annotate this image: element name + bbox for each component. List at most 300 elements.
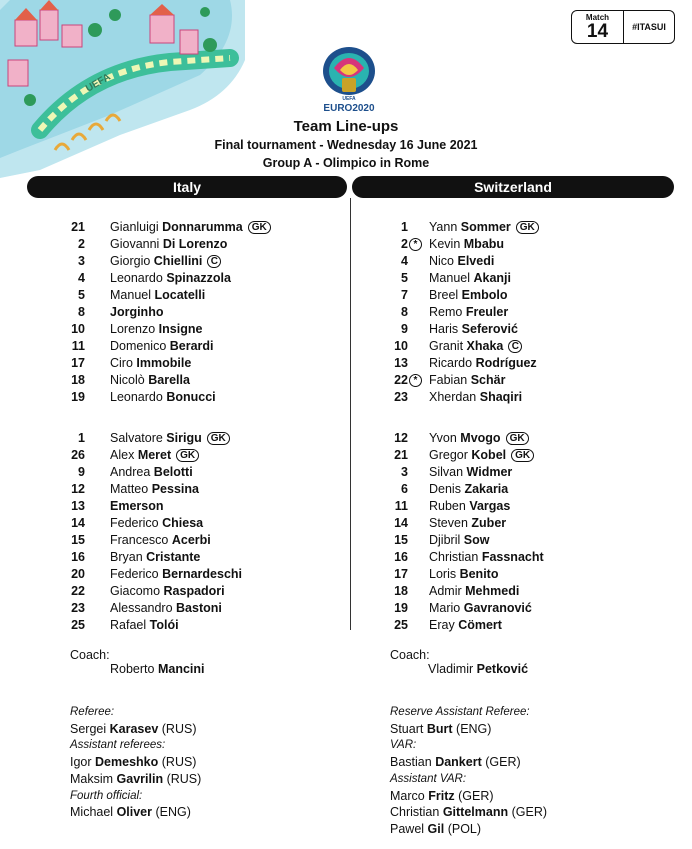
- shirt-number: 6: [401, 482, 408, 496]
- player-name: [110, 566, 242, 583]
- player-row: [389, 515, 679, 532]
- goalkeeper-badge: GK: [207, 432, 230, 445]
- decorative-city-artwork: [0, 0, 260, 180]
- official-first-name: Michael: [70, 805, 114, 820]
- player-row: [389, 304, 679, 321]
- official-last-name: Gil: [427, 821, 445, 836]
- player-last-name: Sirigu: [166, 431, 202, 445]
- player-last-name: Raspadori: [163, 584, 225, 598]
- player-name: [429, 270, 511, 287]
- officials-left: [70, 704, 201, 821]
- player-first-name: Leonardo: [110, 390, 163, 404]
- player-last-name: Schär: [470, 373, 506, 387]
- official-role: Assistant VAR:: [390, 772, 467, 785]
- player-last-name: Gavranović: [463, 601, 532, 615]
- player-name: [110, 236, 227, 253]
- player-first-name: Domenico: [110, 339, 167, 353]
- player-last-name: Benito: [459, 567, 499, 581]
- shirt-number: 8: [401, 305, 408, 319]
- official-last-name: Fritz: [428, 788, 455, 803]
- player-name: [110, 481, 199, 498]
- shirt-number: 21: [394, 448, 408, 462]
- match-info-box: [571, 10, 675, 44]
- player-name: [429, 498, 510, 515]
- shirt-number: 10: [71, 322, 85, 336]
- shirt-number: 16: [394, 550, 408, 564]
- official-last-name: Oliver: [116, 805, 152, 820]
- player-first-name: Steven: [429, 516, 468, 530]
- player-first-name: Francesco: [110, 533, 169, 547]
- player-last-name: Embolo: [461, 288, 508, 302]
- player-name: [429, 389, 522, 406]
- match-number: 14: [586, 21, 609, 42]
- uefa-sign: UEFA: [84, 71, 113, 95]
- player-last-name: Bernardeschi: [162, 567, 243, 581]
- player-name: [110, 338, 214, 355]
- official-country: (GER): [485, 755, 521, 770]
- home-coach-label: Coach:: [70, 648, 110, 662]
- player-name: [429, 236, 504, 253]
- player-row: [55, 498, 345, 515]
- player-first-name: Federico: [110, 516, 159, 530]
- official-country: (GER): [511, 805, 548, 820]
- away-coach-name: [428, 662, 528, 676]
- player-name: [429, 447, 534, 464]
- shirt-number: 7: [401, 288, 408, 302]
- player-first-name: Manuel: [110, 288, 151, 302]
- column-divider: [350, 198, 351, 630]
- player-row: [55, 338, 345, 355]
- shirt-number: 18: [394, 584, 408, 598]
- player-name: [110, 372, 190, 389]
- away-coach-label: Coach:: [390, 648, 430, 662]
- shirt-number: 1: [78, 431, 85, 445]
- player-first-name: Salvatore: [110, 431, 163, 445]
- player-first-name: Yvon: [429, 431, 457, 445]
- home-coach-first: Roberto: [110, 662, 155, 676]
- player-name: [429, 355, 537, 372]
- shirt-number: 14: [394, 516, 408, 530]
- player-first-name: Mario: [429, 601, 461, 615]
- official-first-name: Sergei: [70, 721, 107, 736]
- logo-euro2020-text: EURO2020: [323, 103, 375, 114]
- official-role: Reserve Assistant Referee:: [390, 706, 530, 718]
- player-last-name: Jorginho: [110, 305, 164, 319]
- shirt-number: 20: [71, 567, 85, 581]
- shirt-number: 25: [394, 618, 408, 632]
- player-first-name: Leonardo: [110, 271, 163, 285]
- official-name: [70, 721, 201, 738]
- player-first-name: Rafael: [110, 618, 147, 632]
- player-last-name: Berardi: [169, 339, 214, 353]
- player-name: [429, 515, 506, 532]
- player-last-name: Emerson: [110, 499, 164, 513]
- player-row: [389, 583, 679, 600]
- player-row: [55, 515, 345, 532]
- player-row: [389, 532, 679, 549]
- booking-mark-icon: *: [409, 238, 422, 251]
- shirt-number: 16: [71, 550, 85, 564]
- player-first-name: Ruben: [429, 499, 466, 513]
- match-tag-cell: [623, 11, 674, 43]
- player-name: [429, 481, 508, 498]
- player-first-name: Nicolò: [110, 373, 145, 387]
- player-first-name: Denis: [429, 482, 461, 496]
- player-last-name: Akanji: [473, 271, 511, 285]
- official-country: (ENG): [456, 721, 492, 736]
- shirt-number: 3: [78, 254, 85, 268]
- shirt-number: 23: [394, 390, 408, 404]
- shirt-number: 15: [71, 533, 85, 547]
- official-country: (RUS): [161, 721, 197, 736]
- player-last-name: Sommer: [460, 220, 511, 234]
- shirt-number: 5: [401, 271, 408, 285]
- player-first-name: Ciro: [110, 356, 133, 370]
- player-name: [429, 532, 489, 549]
- official-last-name: Dankert: [435, 755, 482, 770]
- player-first-name: Admir: [429, 584, 462, 598]
- player-row: [389, 600, 679, 617]
- player-row: [389, 617, 679, 634]
- shirt-number: 22: [71, 584, 85, 598]
- shirt-number: 18: [71, 373, 85, 387]
- player-last-name: Tolói: [149, 618, 179, 632]
- player-first-name: Silvan: [429, 465, 464, 479]
- player-name: [110, 464, 193, 481]
- player-row: [389, 236, 679, 253]
- player-name: [429, 430, 529, 447]
- player-first-name: Ricardo: [429, 356, 473, 370]
- player-last-name: Pessina: [151, 482, 199, 496]
- official-name: [70, 804, 201, 821]
- booking-mark-icon: *: [409, 374, 422, 387]
- shirt-number: 13: [71, 499, 85, 513]
- player-last-name: Elvedi: [457, 254, 495, 268]
- player-last-name: Meret: [137, 448, 172, 462]
- player-name: [429, 338, 522, 355]
- player-row: [55, 617, 345, 634]
- official-role: Fourth official:: [70, 789, 143, 802]
- shirt-number: 17: [71, 356, 85, 370]
- player-last-name: Bastoni: [176, 601, 222, 615]
- official-name: [390, 754, 547, 771]
- official-first-name: Christian: [390, 805, 440, 820]
- player-first-name: Kevin: [429, 237, 461, 251]
- player-name: [110, 515, 203, 532]
- officials-right: [390, 704, 547, 838]
- team-header-home: Italy: [27, 176, 347, 198]
- player-name: [110, 253, 221, 270]
- official-role: Referee:: [70, 706, 115, 718]
- player-row: [389, 447, 679, 464]
- euro2020-logo: [316, 46, 382, 114]
- shirt-number: 23: [71, 601, 85, 615]
- player-last-name: Sow: [463, 533, 490, 547]
- player-row: [389, 389, 679, 406]
- player-last-name: Widmer: [466, 465, 513, 479]
- shirt-number: 4: [401, 254, 408, 268]
- match-number-cell: [572, 11, 623, 43]
- player-last-name: Locatelli: [154, 288, 206, 302]
- player-name: [110, 389, 216, 406]
- official-name: [390, 721, 547, 738]
- shirt-number: 12: [394, 431, 408, 445]
- player-last-name: Bonucci: [166, 390, 216, 404]
- player-last-name: Cristante: [146, 550, 201, 564]
- player-row: [389, 355, 679, 372]
- shirt-number: 3: [401, 465, 408, 479]
- player-first-name: Matteo: [110, 482, 149, 496]
- shirt-number: 15: [394, 533, 408, 547]
- shirt-number: 4: [78, 271, 85, 285]
- player-row: [389, 498, 679, 515]
- player-row: [55, 253, 345, 270]
- official-name: [70, 771, 201, 788]
- shirt-number: 22: [394, 373, 408, 387]
- player-name: [429, 253, 494, 270]
- player-last-name: Insigne: [158, 322, 203, 336]
- shirt-number: 19: [394, 601, 408, 615]
- player-row: [55, 447, 345, 464]
- match-label: Match: [585, 13, 610, 22]
- shirt-number: 5: [78, 288, 85, 302]
- official-first-name: Bastian: [390, 755, 432, 770]
- player-row: [55, 389, 345, 406]
- player-row: [389, 464, 679, 481]
- shirt-number: 25: [71, 618, 85, 632]
- away-coach-first: Vladimir: [428, 662, 474, 676]
- player-last-name: Vargas: [469, 499, 511, 513]
- shirt-number: 14: [71, 516, 85, 530]
- shirt-number: 12: [71, 482, 85, 496]
- player-name: [429, 549, 544, 566]
- player-first-name: Federico: [110, 567, 159, 581]
- shirt-number: 21: [71, 220, 85, 234]
- player-first-name: Fabian: [429, 373, 468, 387]
- player-name: [429, 372, 505, 389]
- shirt-number: 11: [394, 499, 408, 513]
- player-first-name: Alessandro: [110, 601, 173, 615]
- player-last-name: Acerbi: [171, 533, 211, 547]
- player-name: [110, 583, 225, 600]
- player-last-name: Belotti: [153, 465, 193, 479]
- goalkeeper-badge: GK: [511, 449, 534, 462]
- player-last-name: Kobel: [471, 448, 507, 462]
- player-row: [55, 355, 345, 372]
- goalkeeper-badge: GK: [248, 221, 271, 234]
- player-first-name: Giorgio: [110, 254, 151, 268]
- player-name: [429, 566, 498, 583]
- player-row: [55, 304, 345, 321]
- player-first-name: Lorenzo: [110, 322, 156, 336]
- player-first-name: Giacomo: [110, 584, 161, 598]
- shirt-number: 2: [401, 237, 408, 251]
- player-name: [110, 321, 202, 338]
- official-last-name: Demeshko: [95, 755, 159, 770]
- official-last-name: Karasev: [109, 721, 159, 736]
- player-first-name: Bryan: [110, 550, 143, 564]
- player-row: [55, 549, 345, 566]
- player-first-name: Eray: [429, 618, 455, 632]
- player-last-name: Zuber: [471, 516, 507, 530]
- home-coach-name: [110, 662, 205, 676]
- player-row: [389, 253, 679, 270]
- player-row: [389, 549, 679, 566]
- player-name: [429, 304, 508, 321]
- goalkeeper-badge: GK: [506, 432, 529, 445]
- player-last-name: Chiesa: [162, 516, 204, 530]
- captain-badge: C: [508, 340, 522, 353]
- official-name: [70, 754, 201, 771]
- player-row: [389, 372, 679, 389]
- player-last-name: Fassnacht: [481, 550, 544, 564]
- official-first-name: Marco: [390, 788, 425, 803]
- shirt-number: 17: [394, 567, 408, 581]
- official-last-name: Burt: [426, 721, 453, 736]
- player-row: [389, 270, 679, 287]
- player-last-name: Barella: [148, 373, 190, 387]
- player-row: [55, 372, 345, 389]
- player-row: [55, 236, 345, 253]
- shirt-number: 13: [394, 356, 408, 370]
- player-row: [389, 219, 679, 236]
- shirt-number: 11: [71, 339, 85, 353]
- player-row: [55, 532, 345, 549]
- player-first-name: Djibril: [429, 533, 461, 547]
- player-row: [389, 321, 679, 338]
- logo-uefa-text: UEFA: [342, 96, 356, 102]
- player-row: [55, 219, 345, 236]
- player-last-name: Freuler: [465, 305, 509, 319]
- player-row: [55, 464, 345, 481]
- player-row: [55, 430, 345, 447]
- home-coach-last: Mancini: [157, 662, 205, 676]
- player-name: [110, 447, 199, 464]
- player-row: [389, 338, 679, 355]
- official-role: Assistant referees:: [70, 739, 166, 752]
- player-first-name: Alex: [110, 448, 135, 462]
- player-name: [429, 321, 518, 338]
- player-last-name: Xhaka: [466, 339, 504, 353]
- player-name: [110, 532, 211, 549]
- official-name: [390, 804, 547, 821]
- captain-badge: C: [207, 255, 221, 268]
- player-first-name: Giovanni: [110, 237, 160, 251]
- player-row: [55, 287, 345, 304]
- player-first-name: Remo: [429, 305, 463, 319]
- official-last-name: Gavrilin: [116, 771, 164, 786]
- player-row: [389, 481, 679, 498]
- official-name: [390, 821, 547, 838]
- official-name: [390, 788, 547, 805]
- player-name: [429, 219, 539, 236]
- player-first-name: Nico: [429, 254, 455, 268]
- shirt-number: 9: [78, 465, 85, 479]
- tournament-date: Final tournament - Wednesday 16 June 2021: [214, 138, 478, 152]
- player-name: [429, 600, 532, 617]
- home-subs-list: [55, 430, 345, 634]
- home-starters-list: [55, 219, 345, 406]
- shirt-number: 2: [78, 237, 85, 251]
- player-first-name: Xherdan: [429, 390, 477, 404]
- away-coach-last: Petković: [476, 662, 529, 676]
- goalkeeper-badge: GK: [176, 449, 199, 462]
- player-name: [110, 270, 231, 287]
- player-first-name: Loris: [429, 567, 457, 581]
- player-name: [110, 617, 179, 634]
- player-name: [110, 219, 271, 236]
- player-first-name: Gianluigi: [110, 220, 159, 234]
- shirt-number: 8: [78, 305, 85, 319]
- player-last-name: Di Lorenzo: [162, 237, 228, 251]
- player-first-name: Andrea: [110, 465, 151, 479]
- player-row: [55, 566, 345, 583]
- player-first-name: Gregor: [429, 448, 468, 462]
- official-first-name: Igor: [70, 755, 92, 770]
- player-last-name: Shaqiri: [479, 390, 523, 404]
- player-name: [429, 464, 512, 481]
- shirt-number: 9: [401, 322, 408, 336]
- player-first-name: Haris: [429, 322, 459, 336]
- page-title: Team Line-ups: [293, 118, 399, 135]
- shirt-number: 1: [401, 220, 408, 234]
- player-last-name: Seferović: [461, 322, 518, 336]
- match-hashtag: #ITASUI: [632, 22, 666, 32]
- official-first-name: Maksim: [70, 771, 114, 786]
- player-last-name: Mbabu: [463, 237, 505, 251]
- player-name: [110, 287, 205, 304]
- official-country: (POL): [447, 821, 482, 836]
- player-first-name: Yann: [429, 220, 458, 234]
- player-name: [110, 355, 191, 372]
- player-row: [389, 287, 679, 304]
- away-subs-list: [389, 430, 679, 634]
- player-last-name: Rodríguez: [475, 356, 537, 370]
- official-last-name: Gittelmann: [442, 805, 509, 820]
- player-last-name: Donnarumma: [162, 220, 243, 234]
- player-name: [110, 600, 222, 617]
- player-first-name: Manuel: [429, 271, 470, 285]
- player-row: [55, 270, 345, 287]
- official-country: (GER): [458, 788, 494, 803]
- player-first-name: Granit: [429, 339, 464, 353]
- shirt-number: 19: [71, 390, 85, 404]
- goalkeeper-badge: GK: [516, 221, 539, 234]
- player-last-name: Chiellini: [153, 254, 203, 268]
- away-starters-list: [389, 219, 679, 406]
- player-last-name: Mvogo: [460, 431, 501, 445]
- official-first-name: Stuart: [390, 721, 424, 736]
- player-first-name: Christian: [429, 550, 479, 564]
- player-name: [429, 617, 502, 634]
- player-row: [55, 321, 345, 338]
- player-name: [110, 498, 164, 515]
- player-row: [55, 481, 345, 498]
- player-last-name: Spinazzola: [166, 271, 231, 285]
- player-last-name: Cömert: [458, 618, 502, 632]
- shirt-number: 26: [71, 448, 85, 462]
- official-country: (ENG): [155, 805, 191, 820]
- player-name: [110, 430, 230, 447]
- player-last-name: Immobile: [136, 356, 192, 370]
- player-name: [110, 304, 163, 321]
- official-country: (RUS): [166, 771, 202, 786]
- official-first-name: Pawel: [390, 821, 425, 836]
- player-name: [429, 287, 508, 304]
- official-role: VAR:: [390, 739, 417, 752]
- player-last-name: Zakaria: [464, 482, 509, 496]
- team-header-away: Switzerland: [352, 176, 674, 198]
